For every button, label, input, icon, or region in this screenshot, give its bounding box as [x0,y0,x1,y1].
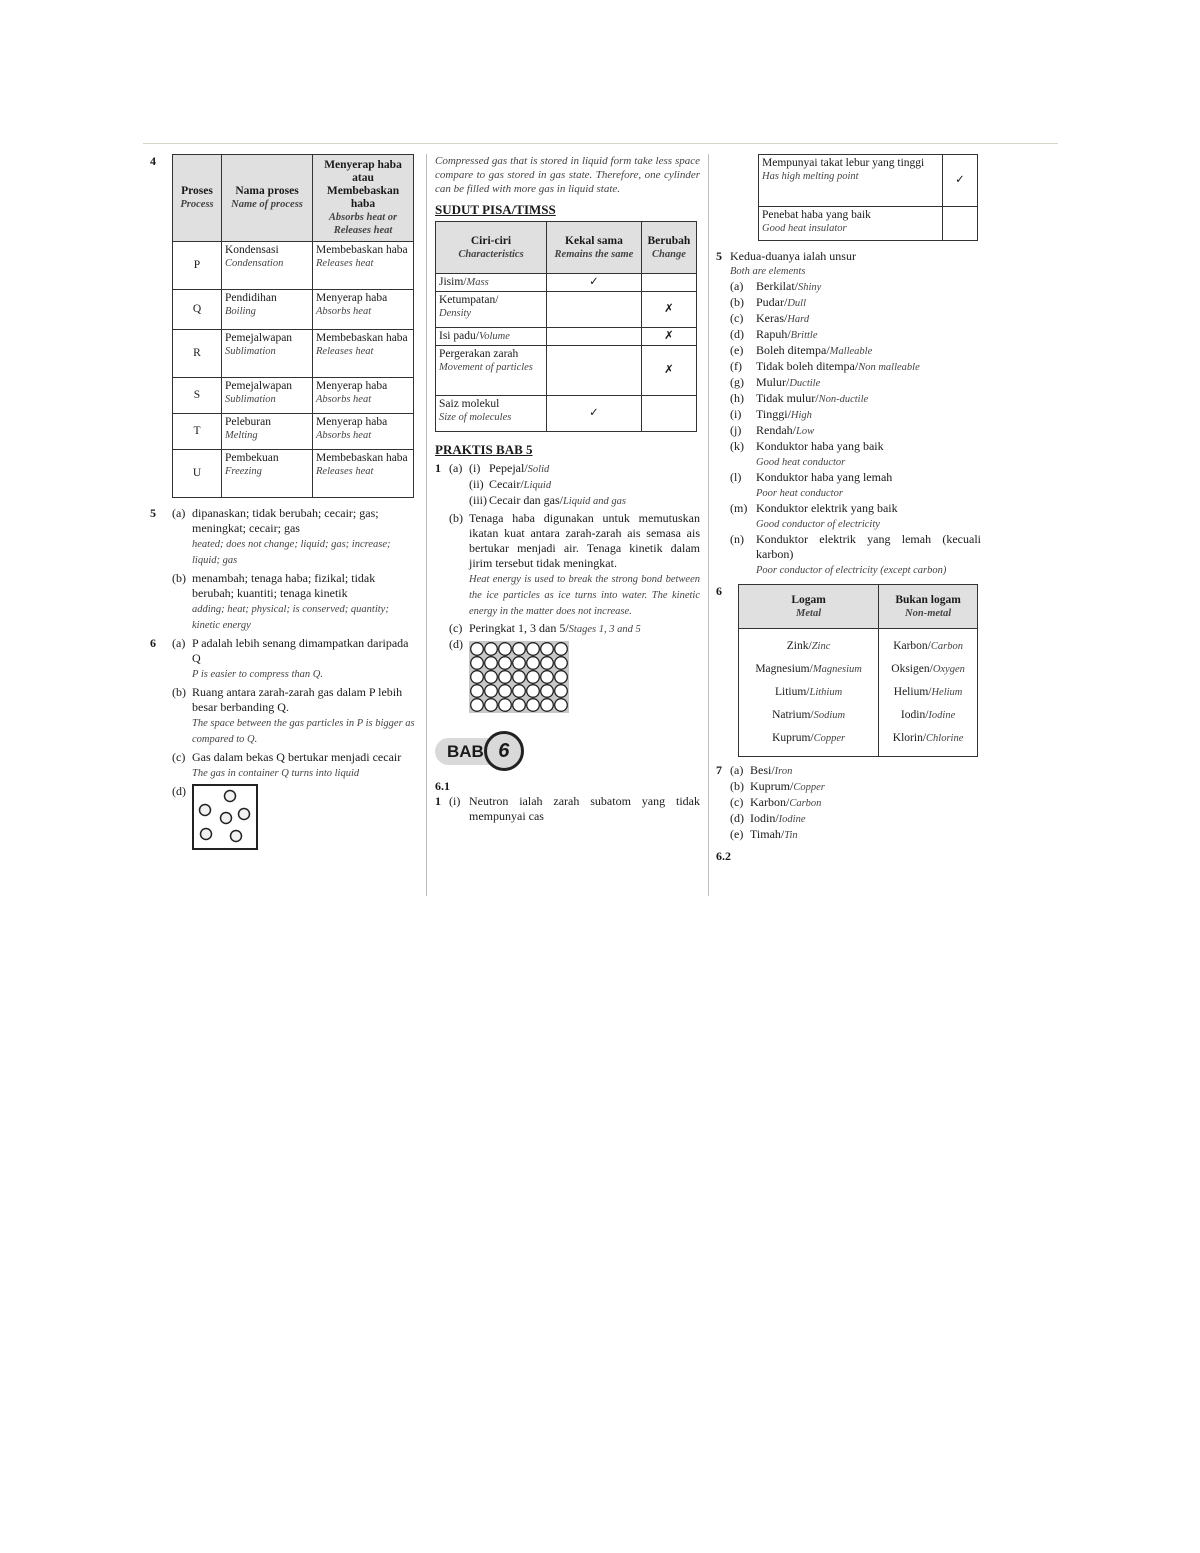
particle [541,685,554,698]
particle [527,657,540,670]
table-row: Ketumpatan/ Density ✗ [436,292,697,328]
list-item: (c) Keras/Hard [730,311,810,325]
table-row: U Pembekuan Freezing Membebaskan haba Releases heat [173,450,414,498]
list-item: (k) Konduktor haba yang baik Good heat conductor [730,439,884,468]
list-item: (d) Iodin/Iodine [730,811,806,825]
metal-item: Litium/Lithium [774,686,843,698]
table-row: Penebat haba yang baik Good heat insulator [759,207,978,241]
particle [499,643,512,656]
particle [485,643,498,656]
check-mark: ✓ [547,396,642,432]
property-list [730,279,981,439]
non-metal-item: Helium/Helium [893,686,963,698]
chapter-label: BAB [435,738,490,765]
particle [513,685,526,698]
header-process: Proses Process [173,155,222,242]
table-row: P Kondensasi Condensation Membebaskan haba Releases heat [173,242,414,290]
particle [555,643,568,656]
particle [499,671,512,684]
metal-table [738,584,978,757]
section-6-2: 6.2 [716,849,731,863]
list-item: (n) Konduktor elektrik yang lemah (kecuali karbon) Poor conductor of electricity (except carbon) [730,532,981,576]
question-6-right: 6 Logam Metal Bukan logam Non-metal Zink/Zinc Magnesium/Magnesium Litium/Lithium Natrium/Sodium Kuprum/Copper Karbon/Carbon Oksigen/Oxygen Helium/Helium Iodin/Iodine Klorin/Chlorine [716,584,981,757]
non-metal-item: Klorin/Chlorine [892,732,964,744]
particle [555,671,568,684]
particle [499,699,512,712]
cross-mark: ✗ [641,292,696,328]
list-item: (m) Konduktor elektrik yang baik Good conductor of electricity [730,501,898,530]
list-item: (i) Tinggi/High [730,407,812,421]
table-row: Pergerakan zarah Movement of particles ✗ [436,346,697,396]
gas-particles-icon [192,784,258,850]
question-number: 4 [150,154,156,168]
header-name: Nama proses Name of process [222,155,313,242]
cross-mark: ✗ [641,346,696,396]
question-6: 6 (a) P adalah lebih senang dimampatkan daripada Q P is easier to compress than Q. (b) Ruang antara zarah-zarah gas dalam P lebih besar berbanding Q. The space between the gas particles in P is bigger as compared to Q. (c) Gas dalam bekas Q bertukar menjadi cecair The gas in container Q turns into liquid (d) [150,636,415,854]
column-left [150,154,415,896]
particle [513,657,526,670]
question-5: 5 (a) dipanaskan; tidak berubah; cecair; gas; meningkat; cecair; gas heated; does not change; liquid; gas; increase; liquid; gas (b) menambah; tenaga haba; fizikal; tidak berubah; kuantiti; tenaga kinetik adding; heat; physical; is conserved; quantity; kinetic energy [150,506,391,631]
particle [485,685,498,698]
table-row: Saiz molekul Size of molecules ✓ [436,396,697,432]
particle [527,671,540,684]
column-right [716,154,981,896]
non-metal-item: Oksigen/Oxygen [891,663,965,675]
compressed-gas-note: Compressed gas that is stored in liquid form take less space compare to gas stored in gas state. Therefore, one cylinder can be filled with more gas in liquid state. [435,155,700,195]
particle [555,685,568,698]
list-item: (g) Mulur/Ductile [730,375,821,389]
particle [485,699,498,712]
particle [541,643,554,656]
pisa-heading: SUDUT PISA/TIMSS [435,202,556,217]
chapter-number: 6 [484,731,524,771]
particle [527,699,540,712]
particle [555,699,568,712]
particle [513,643,526,656]
question-4 [150,154,415,498]
particle [471,699,484,712]
particle [471,643,484,656]
list-item: (a) Besi/Iron [730,763,793,777]
table-header-row [173,155,414,242]
table-row: Q Pendidihan Boiling Menyerap haba Absorbs heat [173,290,414,330]
table-row: Isi padu/Volume ✗ [436,328,697,346]
metal-item: Zink/Zinc [786,640,831,652]
list-item: (d) Rapuh/Brittle [730,327,818,341]
particle [471,685,484,698]
table-row: T Peleburan Melting Menyerap haba Absorbs heat [173,414,414,450]
section-6-1: 6.1 [435,779,450,793]
particle [485,671,498,684]
table-row: Mempunyai takat lebur yang tinggi Has high melting point ✓ [759,155,978,207]
column-divider [708,154,709,896]
list-item: (c) Karbon/Carbon [730,795,822,809]
chapter-badge [435,731,700,771]
table-header-row: Logam Metal Bukan logam Non-metal [739,585,978,629]
non-metal-item: Iodin/Iodine [900,709,956,721]
metal-item: Magnesium/Magnesium [755,663,862,675]
properties-table [758,154,978,241]
check-mark: ✓ [547,274,642,292]
metal-item: Natrium/Sodium [772,709,846,721]
section-6-1-question-1: 1 (i) Neutron ialah zarah subatom yang tidak mempunyai cas [435,794,700,823]
pisa-table [435,221,697,432]
list-item: (h) Tidak mulur/Non-ductile [730,391,869,405]
particle [499,685,512,698]
table-body [739,629,978,757]
column-middle [435,154,700,896]
question-7-right: 7 (a) Besi/Iron (b) Kuprum/Copper (c) Karbon/Carbon (d) Iodin/Iodine (e) Timah/Tin [716,763,981,843]
particle [471,657,484,670]
particle [513,699,526,712]
list-item: (j) Rendah/Low [730,423,815,437]
table-row: Jisim/Mass ✓ [436,274,697,292]
header-heat: Menyerap haba atau Membebaskan haba Absorbs heat or Releases heat [313,155,414,242]
list-item: (f) Tidak boleh ditempa/Non malleable [730,359,920,373]
list-item: (b) Pudar/Dull [730,295,807,309]
praktis-question-1: 1 (a) (i) Pepejal/Solid (ii) Cecair/Liquid (iii) Cecair dan gas/Liquid and gas (b) Tenaga haba digunakan untuk memutuskan ikatan kuat antara zarah-zarah ais semasa ais bertukar menjadi air. Tenaga kinetik dalam jirim tersebut tidak meningkat. Heat energy is used to break the strong bond between the ice particles as ice turns into water. The kinetic energy in the matter does not increase. (c) Peringkat 1, 3 dan 5/Stages 1, 3 and 5 (d) [435,461,700,717]
element-list [730,763,981,843]
check-mark: ✓ [943,155,978,207]
non-metal-item: Karbon/Carbon [893,640,963,652]
table-row: R Pemejalwapan Sublimation Membebaskan haba Releases heat [173,330,414,378]
list-item: (b) Kuprum/Copper [730,779,825,793]
solid-particles-diagram [469,641,569,717]
particle [541,657,554,670]
column-divider [426,154,427,896]
praktis-heading: PRAKTIS BAB 5 [435,442,533,457]
table-header-row: Ciri-ciri Characteristics Kekal sama Remains the same Berubah Change [436,222,697,274]
cross-mark: ✗ [641,328,696,346]
particle [527,685,540,698]
list-item: (e) Boleh ditempa/Malleable [730,343,873,357]
particle [485,657,498,670]
list-item: (l) Konduktor haba yang lemah Poor heat conductor [730,470,893,499]
list-item: (e) Timah/Tin [730,827,798,841]
gas-particles-diagram [192,784,258,854]
solid-particles-icon [469,641,569,713]
particle [541,699,554,712]
particle [513,671,526,684]
list-item: (a) Berkilat/Shiny [730,279,822,293]
particle [499,657,512,670]
particle [471,671,484,684]
particle [541,671,554,684]
particle [527,643,540,656]
particle [555,657,568,670]
answer-page [143,143,1058,896]
table-row: S Pemejalwapan Sublimation Menyerap haba Absorbs heat [173,378,414,414]
process-table [172,154,414,498]
metal-item: Kuprum/Copper [772,732,846,744]
question-5-right: 5 Kedua-duanya ialah unsur Both are elements (a) Berkilat/Shiny (b) Pudar/Dull (c) Keras/Hard (d) Rapuh/Brittle (e) Boleh ditempa/Malleable (f) Tidak boleh ditempa/Non malleable (g) Mulur/Ductile (h) Tidak mulur/Non-ductile (i) Tinggi/High (j) Rendah/Low (k) Konduktor haba yang baik Good heat conductor (l) Konduktor haba yang lemah Poor heat conductor (m) Konduktor elektrik yang baik Good conductor of electricity (n) Konduktor elektrik yang lemah (kecuali karbon) Poor conductor of electricity (except carbon) [716,249,981,576]
